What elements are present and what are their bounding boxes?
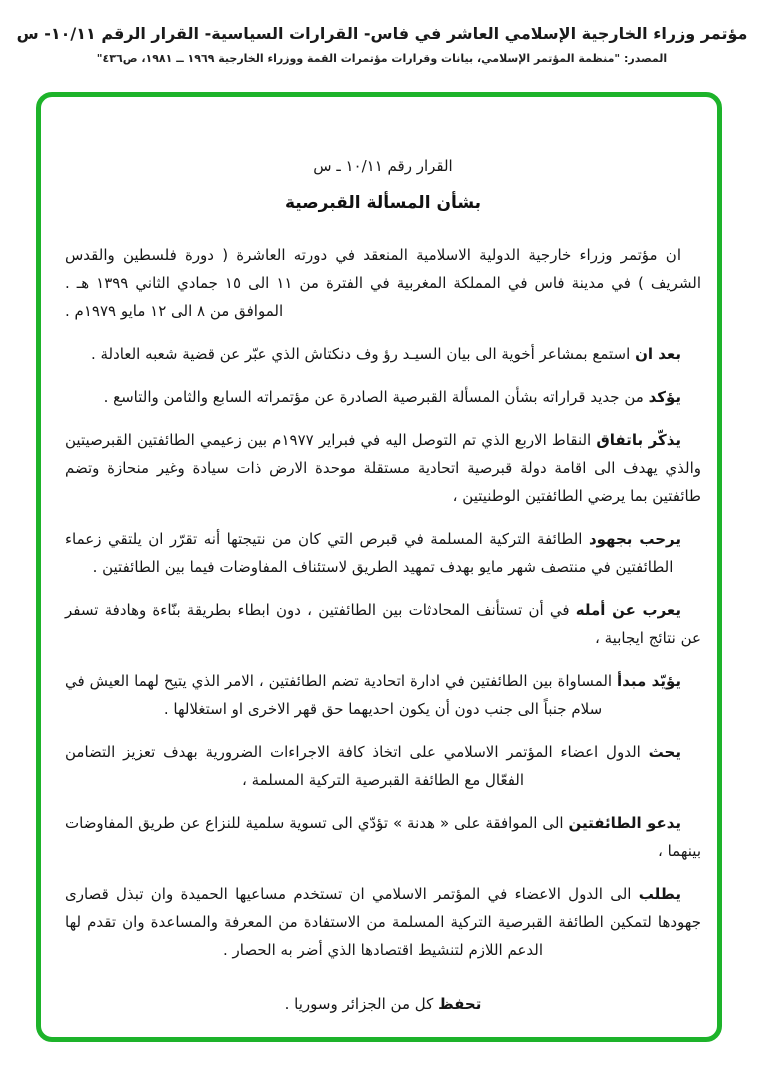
resolution-paragraph-reservation — [65, 990, 701, 1018]
resolution-paragraph — [65, 809, 701, 865]
resolution-paragraph — [65, 340, 701, 368]
resolution-paragraph-preamble — [65, 241, 701, 325]
paragraph-lead: يؤيّد مبدأ — [617, 672, 681, 690]
document-header — [0, 0, 764, 65]
resolution-paragraph — [65, 426, 701, 510]
paragraph-lead: يذكّر باتفاق — [596, 431, 681, 449]
paragraph-lead: تحفظ — [438, 995, 482, 1013]
paragraph-text: من جديد قراراته بشأن المسألة القبرصية الصادرة عن مؤتمراته السابع والثامن والتاسع . — [103, 388, 644, 406]
resolution-paragraph — [65, 383, 701, 411]
resolution-paragraph — [65, 667, 701, 723]
paragraph-lead: بعد ان — [635, 345, 681, 363]
resolution-paragraph — [65, 525, 701, 581]
paragraph-text: المساواة بين الطائفتين في ادارة اتحادية تضم الطائفتين ، الامر الذي يتيح لهما العيش في سلام جنباً الى جنب دون أن يكون احديهما حق قهر الاخرى او استغلالها . — [65, 672, 613, 718]
paragraph-text: الدول اعضاء المؤتمر الاسلامي على اتخاذ كافة الاجراءات الضرورية بهدف تعزيز التضامن الفعّال مع الطائفة القبرصية التركية المسلمة ، — [65, 743, 641, 789]
paragraph-lead: يرحب بجهود — [588, 530, 681, 548]
resolution-paragraph — [65, 596, 701, 652]
paragraph-text: الطائفة التركية المسلمة في قبرص التي كان من نتيجتها أنه تقرّر ان يلتقي زعماء الطائفتين في منتصف شهر مايو بهدف تمهيد الطريق لاستئناف المفاوضات فيما بين الطائفتين . — [65, 530, 674, 576]
resolution-subject-title: بشأن المسألة القبرصية — [284, 193, 482, 213]
resolution-paragraph — [65, 738, 701, 794]
paragraph-lead: يؤكد — [648, 388, 681, 406]
paragraph-text: الى الموافقة على « هدنة » تؤدّي الى تسوية سلمية للنزاع عن طريق المفاوضات بينهما ، — [65, 814, 701, 860]
resolution-number-title: القرار رقم ١٠/١١ ـ س — [313, 157, 453, 175]
paragraph-text: كل من الجزائر وسوريا . — [284, 995, 434, 1013]
paragraph-text: ان مؤتمر وزراء خارجية الدولية الاسلامية المنعقد في دورته العاشرة ( دورة فلسطين والقدس الشريف ) في مدينة فاس في المملكة المغربية في الفترة من ١١ الى ١٥ جمادي الثاني ١٣٩٩ هـ . الموافق من ٨ الى ١٢ مايو ١٩٧٩م . — [65, 246, 701, 320]
resolution-paragraph — [65, 880, 701, 964]
header-source-line: المصدر: "منظمة المؤتمر الإسلامي، بيانات وقرارات مؤتمرات القمة ووزراء الخارجية ١٩٦٩ ــ ١٩٨١، ص٤٣٦" — [96, 52, 668, 65]
paragraph-lead: يطلب — [638, 885, 681, 903]
paragraph-text: استمع بمشاعر أخوية الى بيان السيـد رؤ وف دنكتاش الذي عبّر عن قضية شعبه العادلة . — [90, 345, 631, 363]
scanned-document-frame — [36, 92, 722, 1042]
document-body — [41, 97, 717, 1018]
header-title: مؤتمر وزراء الخارجية الإسلامي العاشر في فاس- القرارات السياسية- القرار الرقم ١٠/١١- س — [16, 24, 748, 43]
paragraph-text: في أن تستأنف المحادثات بين الطائفتين ، دون ابطاء بطريقة بنّاءة وهادفة تسفر عن نتائج ايجابية ، — [65, 601, 701, 647]
paragraph-text: الى الدول الاعضاء في المؤتمر الاسلامي ان تستخدم مساعيها الحميدة وان تبذل قصارى جهودها لتمكين الطائفة القبرصية التركية المسلمة من الاستفادة من المعرفة والمساعدة وان تقدم لها الدعم اللازم لتنشيط اقتصادها الذي أضر به الحصار . — [65, 885, 701, 959]
paragraph-lead: يحث — [648, 743, 681, 761]
paragraph-text: النقاط الاربع الذي تم التوصل اليه في فبراير ١٩٧٧م بين زعيمي الطائفتين القبرصيتين والذي يهدف الى اقامة دولة قبرصية اتحادية مستقلة موحدة الارض ذات سيادة وغير منحازة وتضم طائفتين بما يرضي الطائفتين الوطنيتين ، — [65, 431, 701, 505]
paragraph-lead: يدعو الطائفتين — [568, 814, 681, 832]
paragraph-lead: يعرب عن أمله — [575, 601, 681, 619]
